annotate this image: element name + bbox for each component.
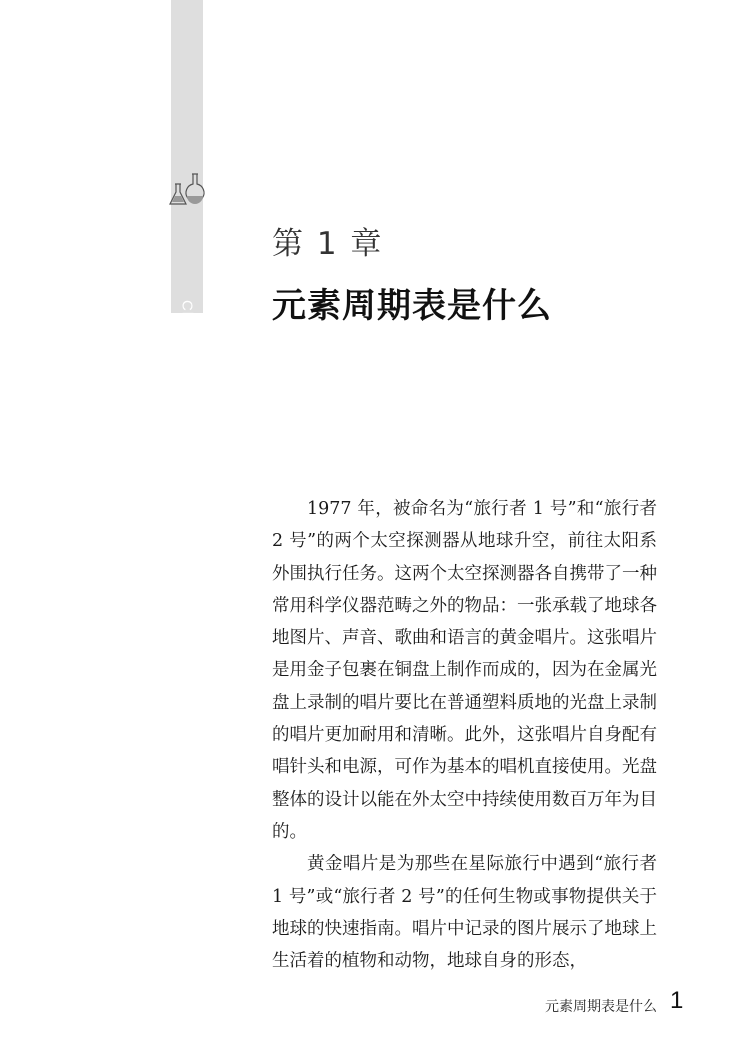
paragraph: 1977 年，被命名为“旅行者 1 号”和“旅行者 2 号”的两个太空探测器从地球升空，前往太阳系外围执行任务。这两个太空探测器各自携带了一种常用科学仪器范畴之外的物品：一张承载了地球各地图片、声音、歌曲和语言的黄金唱片。这张唱片是用金子包裹在铜盘上制作而成的，因为在金属光盘上录制的唱片要比在普通塑料质地的光盘上录制的唱片更加耐用和清晰。此外，这张唱片自身配有唱针头和电源，可作为基本的唱机直接使用。光盘整体的设计以能在外太空中持续使用数百万年为目的。 — [272, 499, 657, 842]
chapter-title: 元素周期表是什么 — [272, 286, 552, 326]
page-number: 1 — [670, 987, 684, 1014]
chapter-side-word: Chapter — [178, 300, 196, 361]
body-text — [272, 493, 657, 977]
chapter-side-label — [179, 300, 196, 384]
chapter-side-tab — [171, 0, 203, 313]
running-title: 元素周期表是什么 — [545, 999, 657, 1015]
flask-icon — [166, 170, 210, 210]
paragraph: 黄金唱片是为那些在星际旅行中遇到“旅行者 1 号”或“旅行者 2 号”的任何生物或事物提供关于地球的快速指南。唱片中记录的图片展示了地球上生活着的植物和动物，地球自身的形态， — [272, 854, 657, 972]
chapter-number: 第 1 章 — [272, 226, 384, 262]
chapter-side-number: 01 — [178, 365, 196, 385]
